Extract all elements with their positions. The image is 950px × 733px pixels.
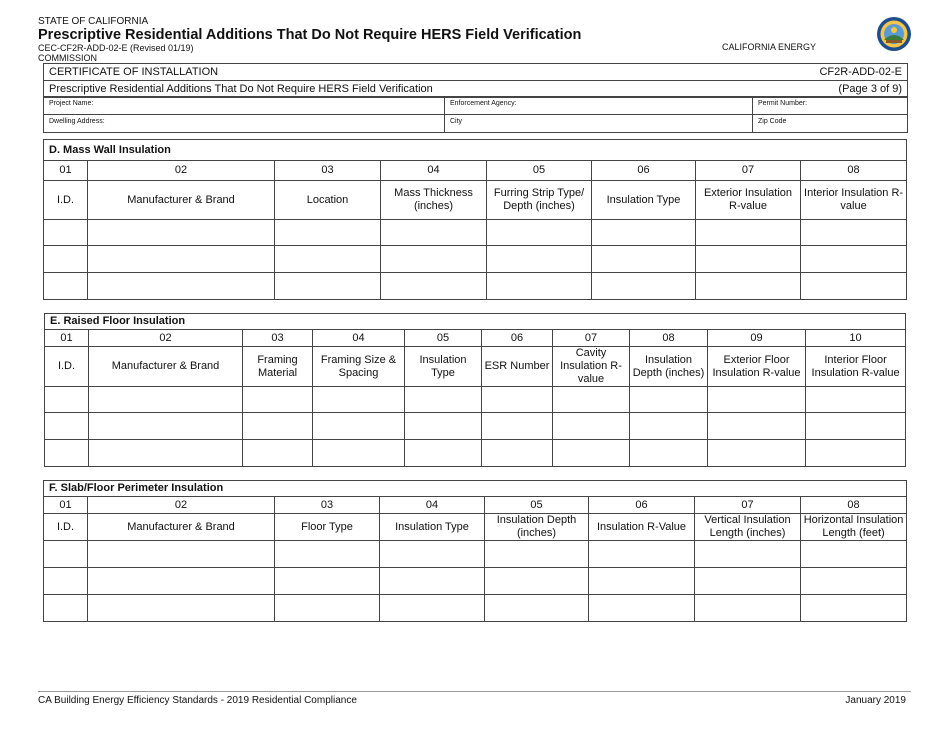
- column-header: Insulation Depth (inches): [630, 347, 708, 387]
- table-cell[interactable]: [89, 440, 243, 467]
- column-header: Manufacturer & Brand: [88, 181, 275, 220]
- table-cell[interactable]: [88, 595, 275, 622]
- dwelling-address-field[interactable]: Dwelling Address:: [44, 115, 445, 132]
- form-number: CEC-CF2R-ADD-02-E (Revised 01/19): [38, 43, 194, 53]
- table-row: [44, 246, 907, 273]
- table-cell[interactable]: [45, 440, 89, 467]
- column-header: Interior Floor Insulation R-value: [806, 347, 906, 387]
- field-row-1: [44, 97, 907, 115]
- column-number: 06: [589, 497, 695, 514]
- table-cell[interactable]: [487, 273, 592, 300]
- table-cell[interactable]: [275, 568, 380, 595]
- table-cell[interactable]: [88, 246, 275, 273]
- table-cell[interactable]: [708, 387, 806, 413]
- column-header: Interior Insulation R-value: [801, 181, 907, 220]
- table-cell[interactable]: [275, 541, 380, 568]
- column-header-row: [44, 181, 907, 220]
- table-row: [44, 541, 907, 568]
- section-f-table: [43, 480, 907, 622]
- column-header: Insulation Type: [380, 514, 485, 541]
- column-header: Horizontal Insulation Length (feet): [801, 514, 907, 541]
- section-title: D. Mass Wall Insulation: [44, 140, 907, 161]
- column-header: I.D.: [44, 514, 88, 541]
- table-cell[interactable]: [553, 440, 630, 467]
- city-field[interactable]: City: [445, 115, 753, 132]
- state-label: STATE OF CALIFORNIA: [38, 16, 149, 27]
- column-header: Insulation Depth (inches): [485, 514, 589, 541]
- table-cell[interactable]: [381, 220, 487, 246]
- table-cell[interactable]: [45, 413, 89, 440]
- column-number: 07: [695, 497, 801, 514]
- form-id: [38, 43, 194, 63]
- table-cell[interactable]: [487, 246, 592, 273]
- california-seal-icon: [876, 16, 912, 52]
- column-header: Manufacturer & Brand: [88, 514, 275, 541]
- section-d-table: [43, 139, 907, 300]
- table-cell[interactable]: [592, 273, 696, 300]
- table-cell[interactable]: [592, 246, 696, 273]
- table-cell[interactable]: [589, 541, 695, 568]
- column-header: Manufacturer & Brand: [89, 347, 243, 387]
- table-row: [44, 220, 907, 246]
- table-cell[interactable]: [630, 387, 708, 413]
- column-number-row: [44, 497, 907, 514]
- column-header: Exterior Floor Insulation R-value: [708, 347, 806, 387]
- column-number: 04: [381, 161, 487, 181]
- table-cell[interactable]: [88, 220, 275, 246]
- table-cell[interactable]: [275, 220, 381, 246]
- table-cell[interactable]: [801, 568, 907, 595]
- table-cell[interactable]: [405, 387, 482, 413]
- column-number: 05: [405, 330, 482, 347]
- table-cell[interactable]: [630, 413, 708, 440]
- energy-commission-label: CALIFORNIA ENERGY: [722, 42, 817, 52]
- table-cell[interactable]: [44, 220, 88, 246]
- table-cell[interactable]: [482, 387, 553, 413]
- footer-standards: CA Building Energy Efficiency Standards - 2019 Residential Compliance: [38, 695, 357, 706]
- section-e-table: [44, 313, 906, 467]
- footer-date: January 2019: [845, 695, 906, 706]
- certificate-header: [43, 63, 908, 98]
- column-number: 03: [275, 161, 381, 181]
- permit-number-field[interactable]: Permit Number:: [758, 100, 808, 107]
- column-number: 01: [45, 330, 89, 347]
- document-title: Prescriptive Residential Additions That Do Not Require HERS Field Verification: [38, 27, 582, 43]
- column-header: Insulation Type: [592, 181, 696, 220]
- table-cell[interactable]: [275, 273, 381, 300]
- table-cell[interactable]: [45, 387, 89, 413]
- column-header: Insulation Type: [405, 347, 482, 387]
- column-header: Framing Material: [243, 347, 313, 387]
- table-cell[interactable]: [275, 246, 381, 273]
- table-cell[interactable]: [89, 387, 243, 413]
- column-number: 03: [275, 497, 380, 514]
- table-cell[interactable]: [380, 541, 485, 568]
- column-number: 02: [88, 161, 275, 181]
- table-cell[interactable]: [485, 595, 589, 622]
- column-number: 05: [485, 497, 589, 514]
- column-number: 08: [801, 497, 907, 514]
- table-cell[interactable]: [801, 541, 907, 568]
- column-header: Insulation R-Value: [589, 514, 695, 541]
- table-cell[interactable]: [243, 440, 313, 467]
- table-cell[interactable]: [696, 273, 801, 300]
- column-header: Mass Thickness (inches): [381, 181, 487, 220]
- table-cell[interactable]: [708, 440, 806, 467]
- column-header: Exterior Insulation R-value: [696, 181, 801, 220]
- table-cell[interactable]: [44, 595, 88, 622]
- table-cell[interactable]: [243, 413, 313, 440]
- table-cell[interactable]: [806, 387, 906, 413]
- table-cell[interactable]: [275, 595, 380, 622]
- column-header-row: [44, 514, 907, 541]
- footer-divider: [38, 691, 911, 692]
- column-number-row: [45, 330, 906, 347]
- table-cell[interactable]: [696, 246, 801, 273]
- table-cell[interactable]: [589, 595, 695, 622]
- table-cell[interactable]: [589, 568, 695, 595]
- column-number: 07: [553, 330, 630, 347]
- table-row: [45, 440, 906, 467]
- table-cell[interactable]: [88, 273, 275, 300]
- column-number: 10: [806, 330, 906, 347]
- table-cell[interactable]: [381, 273, 487, 300]
- table-cell[interactable]: [630, 440, 708, 467]
- certificate-subtitle: Prescriptive Residential Additions That Do Not Require HERS Field Verification: [49, 83, 433, 95]
- table-row: [44, 273, 907, 300]
- table-cell[interactable]: [381, 246, 487, 273]
- table-row: [44, 568, 907, 595]
- column-header: I.D.: [44, 181, 88, 220]
- table-cell[interactable]: [553, 387, 630, 413]
- page-indicator: (Page 3 of 9): [838, 83, 902, 95]
- table-cell[interactable]: [243, 387, 313, 413]
- column-number: 09: [708, 330, 806, 347]
- table-cell[interactable]: [806, 413, 906, 440]
- column-number: 06: [482, 330, 553, 347]
- commission-label: COMMISSION: [38, 53, 98, 63]
- column-number: 08: [801, 161, 907, 181]
- table-cell[interactable]: [485, 568, 589, 595]
- table-cell[interactable]: [696, 220, 801, 246]
- section-title: E. Raised Floor Insulation: [45, 314, 906, 330]
- project-info-fields: [43, 96, 908, 133]
- column-number: 06: [592, 161, 696, 181]
- column-number: 05: [487, 161, 592, 181]
- column-number: 04: [313, 330, 405, 347]
- table-cell[interactable]: [695, 541, 801, 568]
- table-cell[interactable]: [44, 273, 88, 300]
- column-number: 01: [44, 161, 88, 181]
- table-row: [44, 595, 907, 622]
- table-cell[interactable]: [405, 440, 482, 467]
- column-header: Floor Type: [275, 514, 380, 541]
- table-cell[interactable]: [487, 220, 592, 246]
- column-header: ESR Number: [482, 347, 553, 387]
- table-cell[interactable]: [313, 413, 405, 440]
- table-cell[interactable]: [380, 568, 485, 595]
- table-cell[interactable]: [801, 246, 907, 273]
- column-header: Framing Size & Spacing: [313, 347, 405, 387]
- table-cell[interactable]: [405, 413, 482, 440]
- table-cell[interactable]: [485, 541, 589, 568]
- column-number-row: [44, 161, 907, 181]
- column-header: Cavity Insulation R-value: [553, 347, 630, 387]
- table-cell[interactable]: [44, 541, 88, 568]
- section-title: F. Slab/Floor Perimeter Insulation: [44, 481, 907, 497]
- table-row: [45, 413, 906, 440]
- column-header-row: [45, 347, 906, 387]
- column-number: 01: [44, 497, 88, 514]
- column-number: 07: [696, 161, 801, 181]
- table-cell[interactable]: [482, 413, 553, 440]
- certificate-code: CF2R-ADD-02-E: [819, 66, 902, 78]
- table-cell[interactable]: [313, 387, 405, 413]
- enforcement-agency-field[interactable]: Enforcement Agency:: [445, 97, 753, 114]
- table-cell[interactable]: [806, 440, 906, 467]
- table-cell[interactable]: [89, 413, 243, 440]
- table-cell[interactable]: [708, 413, 806, 440]
- table-cell[interactable]: [88, 568, 275, 595]
- column-header: Location: [275, 181, 381, 220]
- table-cell[interactable]: [88, 541, 275, 568]
- column-number: 02: [89, 330, 243, 347]
- column-number: 04: [380, 497, 485, 514]
- project-name-field[interactable]: Project Name:: [44, 97, 445, 114]
- table-cell[interactable]: [313, 440, 405, 467]
- column-header: Furring Strip Type/ Depth (inches): [487, 181, 592, 220]
- column-number: 03: [243, 330, 313, 347]
- zip-code-field[interactable]: Zip Code: [758, 118, 787, 125]
- column-header: Vertical Insulation Length (inches): [695, 514, 801, 541]
- certificate-title-row: [44, 64, 907, 81]
- table-cell[interactable]: [592, 220, 696, 246]
- certificate-heading: CERTIFICATE OF INSTALLATION: [49, 66, 219, 78]
- table-cell[interactable]: [553, 413, 630, 440]
- table-cell[interactable]: [801, 595, 907, 622]
- column-number: 02: [88, 497, 275, 514]
- table-row: [45, 387, 906, 413]
- table-cell[interactable]: [801, 273, 907, 300]
- table-cell[interactable]: [695, 595, 801, 622]
- column-header: I.D.: [45, 347, 89, 387]
- table-cell[interactable]: [380, 595, 485, 622]
- field-row-2: [44, 115, 907, 132]
- column-number: 08: [630, 330, 708, 347]
- table-cell[interactable]: [44, 246, 88, 273]
- table-cell[interactable]: [695, 568, 801, 595]
- table-cell[interactable]: [801, 220, 907, 246]
- table-cell[interactable]: [44, 568, 88, 595]
- table-cell[interactable]: [482, 440, 553, 467]
